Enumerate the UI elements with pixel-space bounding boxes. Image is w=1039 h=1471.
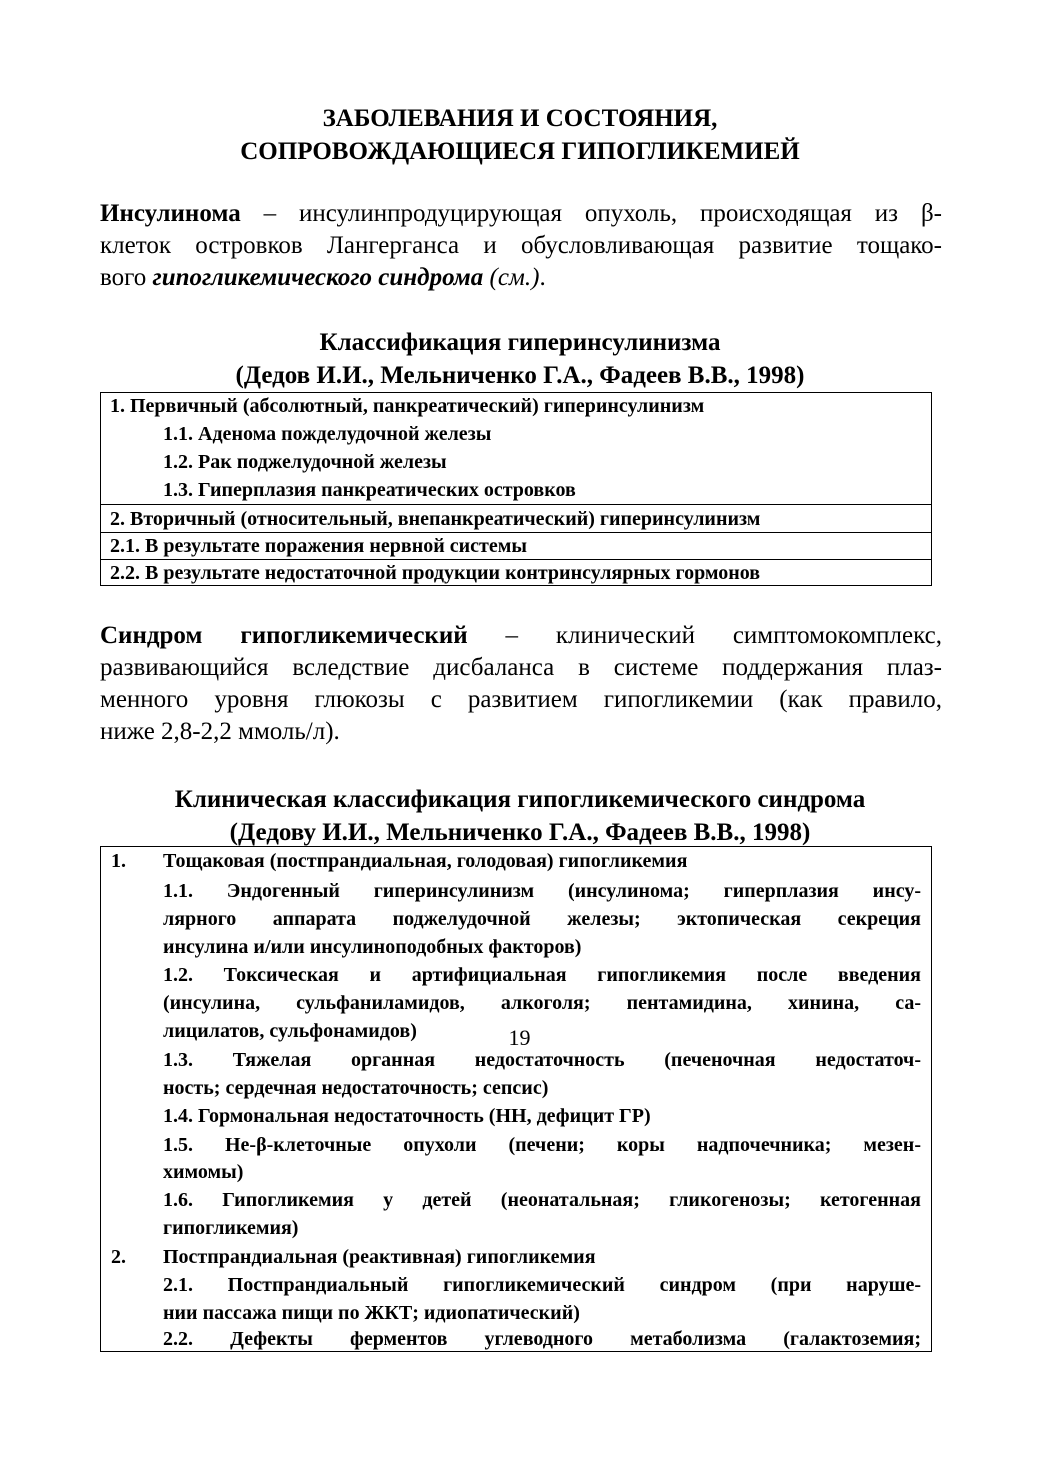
table-row: 2. Вторичный (относительный, внепанкреатический) гиперинсулинизм	[101, 504, 931, 533]
page-heading-line-1: ЗАБОЛЕВАНИЯ И СОСТОЯНИЯ,	[322, 105, 718, 132]
see-reference: (см.)	[483, 264, 540, 291]
syndrome-line-1: Синдром гипогликемический – клинический симптомокомплекс,	[100, 622, 942, 649]
table-row: 2.1. В результате поражения нервной системы	[101, 532, 931, 560]
table-row: 2.1. Постпрандиальный гипогликемический синдром (при наруше-	[163, 1274, 921, 1296]
table-row: нии пассажа пищи по ЖКТ; идиопатический)	[163, 1302, 580, 1324]
insulinoma-term: Инсулинома	[100, 200, 241, 227]
syndrome-line-3: менного уровня глюкозы с развитием гипогликемии (как правило,	[100, 686, 942, 713]
syndrome-term: Синдром гипогликемический	[100, 622, 468, 649]
table-row: 1.3. Гиперплазия панкреатических островков	[163, 479, 576, 501]
table-row: 1.1. Аденома пожделудочной железы	[163, 423, 492, 445]
clinical-classification-title: Клиническая классификация гипогликемического синдрома	[174, 786, 866, 813]
page-heading	[100, 102, 940, 168]
table-row: 1. Первичный (абсолютный, панкреатический) гиперинсулинизм	[110, 395, 705, 417]
table-row: 2.2. Дефекты ферментов углеводного метаболизма (галактоземия;	[163, 1328, 921, 1350]
page-number: 19	[508, 1025, 531, 1050]
table-row: 1.5. Не-β-клеточные опухоли (печени; коры надпочечника; мезен-	[163, 1134, 921, 1156]
table-row: 1.2. Токсическая и артифициальная гипогликемия после введения	[163, 964, 921, 986]
table-row: ность; сердечная недостаточность; сепсис)	[163, 1077, 549, 1099]
table-row: лицилатов, сульфонамидов)	[163, 1020, 417, 1042]
hyperinsulinism-table	[100, 392, 932, 586]
table-row: (инсулина, сульфаниламидов, алкоголя; пентамидина, хинина, са-	[163, 992, 921, 1014]
table-row: химомы)	[163, 1161, 244, 1183]
table-row: 1.3. Тяжелая органная недостаточность (печеночная недостаточ-	[163, 1049, 921, 1071]
insulinoma-line-3: вого гипогликемического синдрома (см.).	[100, 264, 546, 291]
clinical-classification-authors: (Дедову И.И., Мельниченко Г.А., Фадеев В.В., 1998)	[229, 819, 811, 846]
insulinoma-line-2: клеток островков Лангерганса и обусловливающая развитие тощако-	[100, 232, 942, 259]
table-row: гипогликемия)	[163, 1217, 299, 1239]
table-row: 1.2. Рак поджелудочной железы	[163, 451, 447, 473]
table-row: лярного аппарата поджелудочной железы; эктопическая секреция	[163, 908, 921, 930]
page-heading-line-2: СОПРОВОЖДАЮЩИЕСЯ ГИПОГЛИКЕМИЕЙ	[240, 138, 800, 165]
syndrome-definition	[100, 620, 942, 748]
hyperinsulinism-authors: (Дедов И.И., Мельниченко Г.А., Фадеев В.В., 1998)	[235, 362, 805, 389]
syndrome-line-4: ниже 2,8-2,2 ммоль/л).	[100, 718, 340, 745]
syndrome-line-2: развивающийся вследствие дисбаланса в системе поддержания плаз-	[100, 654, 942, 681]
clinical-classification-table	[100, 846, 932, 1352]
section-number: 2.	[111, 1246, 126, 1268]
hyperinsulinism-title: Классификация гиперинсулинизма	[319, 329, 721, 356]
table-row: 1.4. Гормональная недостаточность (НН, дефицит ГР)	[163, 1105, 651, 1127]
table-row: 1. Тощаковая (постпрандиальная, голодовая) гипогликемия	[101, 847, 931, 875]
clinical-classification-heading	[100, 783, 940, 849]
insulinoma-line-1: Инсулинома – инсулинпродуцирующая опухоль, происходящая из β-	[100, 200, 942, 227]
section-number: 1.	[111, 850, 126, 872]
table-row: 1.6. Гипогликемия у детей (неонатальная; гликогенозы; кетогенная	[163, 1189, 921, 1211]
hyperinsulinism-heading	[100, 326, 940, 392]
insulinoma-definition	[100, 198, 942, 294]
table-row: 2. Постпрандиальная (реактивная) гипогликемия	[101, 1243, 931, 1271]
table-row: 1.1. Эндогенный гиперинсулинизм (инсулинома; гиперплазия инсу-	[163, 880, 921, 902]
table-row: инсулина и/или инсулиноподобных факторов)	[163, 936, 582, 958]
table-row: 2.2. В результате недостаточной продукции контринсулярных гормонов	[101, 559, 931, 587]
syndrome-cross-reference: гипогликемического синдрома	[152, 264, 484, 291]
